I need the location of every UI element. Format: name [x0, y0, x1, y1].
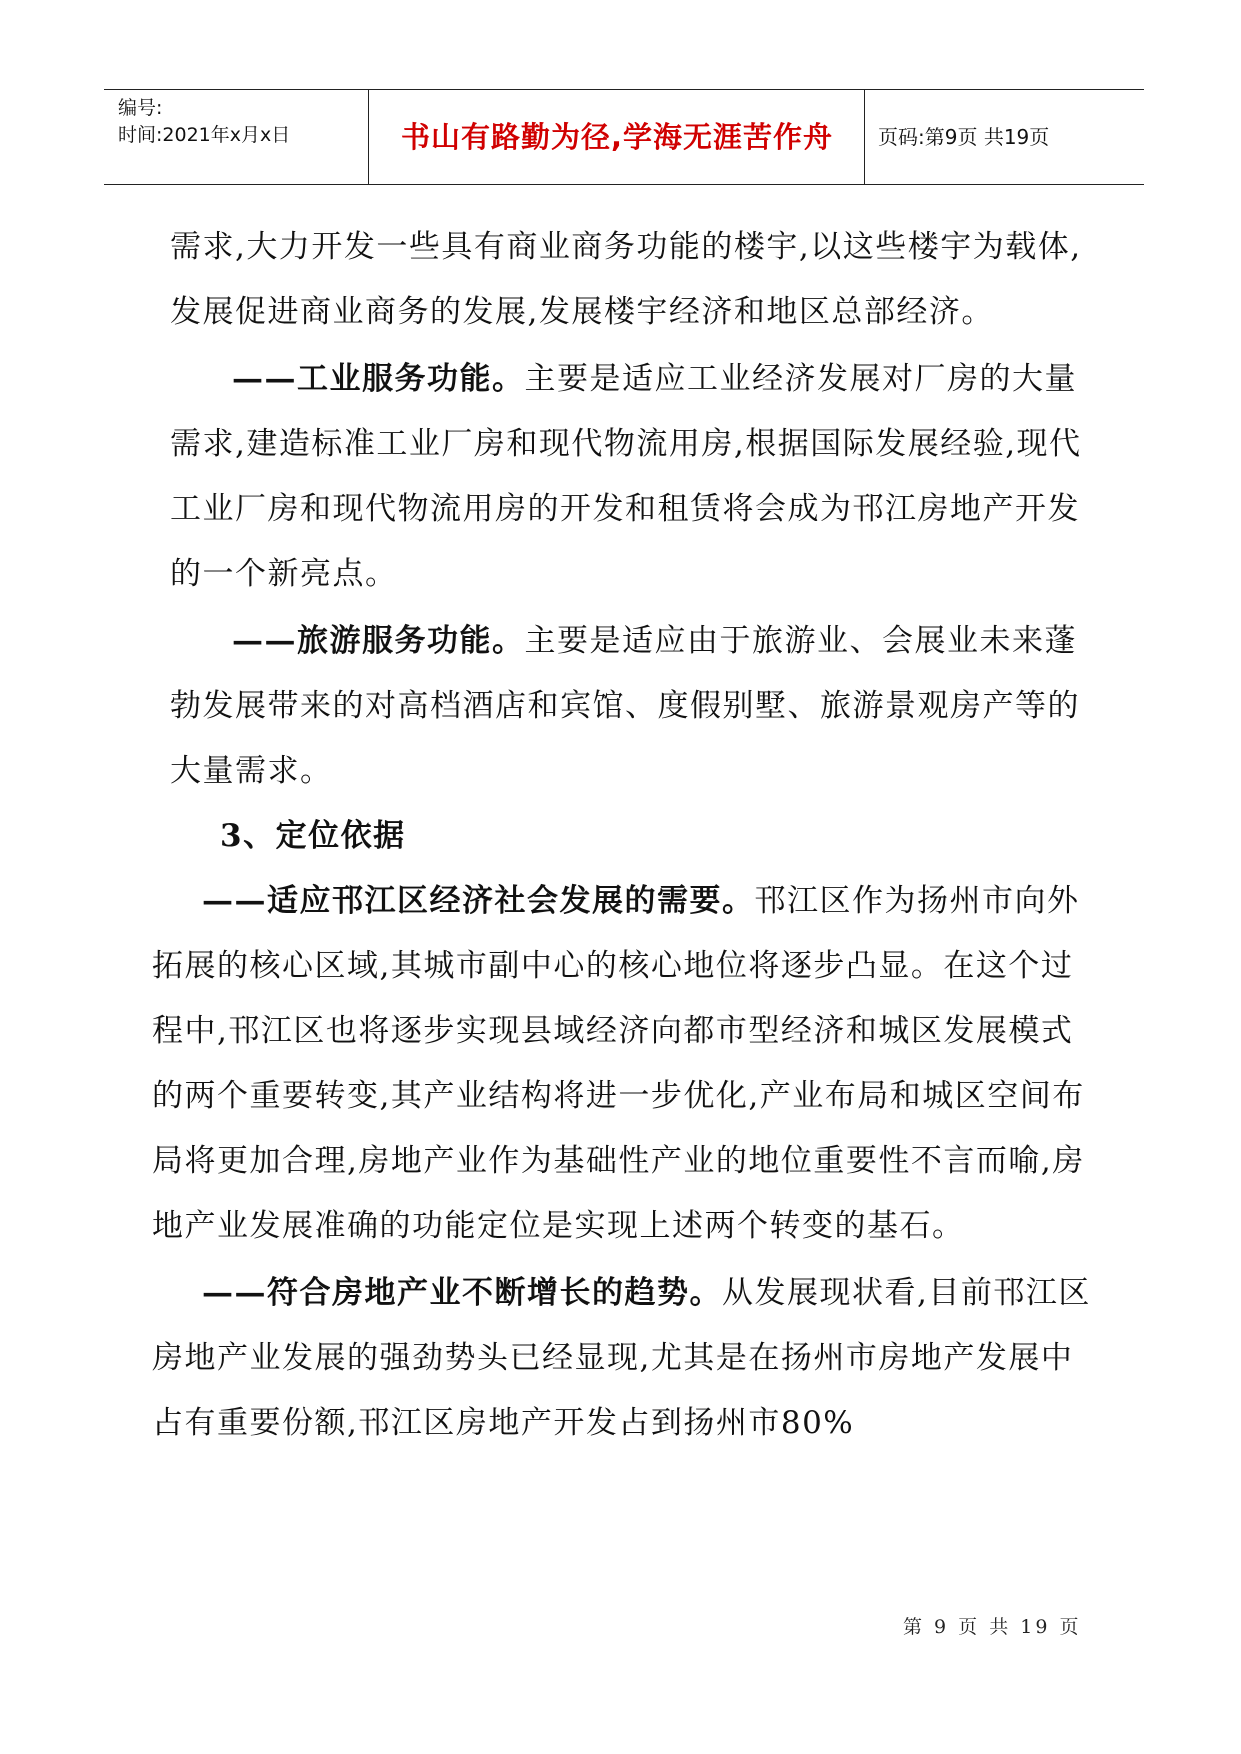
paragraph-economic-development	[152, 869, 1092, 1259]
paragraph-industrial-service	[170, 347, 1090, 607]
page-footer-number: 第 9 页 共 19 页	[903, 1616, 1082, 1638]
page-header	[104, 89, 1144, 185]
paragraph-tourism-service	[170, 609, 1090, 804]
paragraph-building-economy	[170, 215, 1090, 345]
document-body	[152, 215, 1091, 1456]
paragraph-text: 主要是适应由于旅游业、会展业未来蓬勃发展带来的对高档酒店和宾馆、度假别墅、旅游景观房产等的大量需求。	[170, 623, 1080, 789]
paragraph-text: 从发展现状看,目前邗江区房地产业发展的强劲势头已经显现,尤其是在扬州市房地产发展中占有重要份额,邗江区房地产开发占到扬州市80%	[152, 1275, 1091, 1441]
section-heading: 3、定位依据	[220, 818, 406, 854]
paragraph-text: 主要是适应工业经济发展对厂房的大量需求,建造标准工业厂房和现代物流用房,根据国际发展经验,现代工业厂房和现代物流用房的开发和租赁将会成为邗江房地产开发的一个新亮点。	[170, 361, 1082, 592]
header-page-info: 页码:第9页 共19页	[878, 125, 1050, 149]
paragraph-heading: ——符合房地产业不断增长的趋势。	[202, 1275, 722, 1311]
paragraph-text: 需求,大力开发一些具有商业商务功能的楼宇,以这些楼宇为载体,发展促进商业商务的发展,发展楼宇经济和地区总部经济。	[170, 229, 1082, 330]
paragraph-heading: ——适应邗江区经济社会发展的需要。	[202, 883, 755, 919]
paragraph-heading: ——工业服务功能。	[232, 361, 525, 397]
header-motto: 书山有路勤为径,学海无涯苦作舟	[370, 90, 865, 184]
paragraph-heading: ——旅游服务功能。	[232, 623, 525, 659]
document-time-label: 时间:2021年x月x日	[118, 124, 291, 146]
paragraph-growth-trend	[152, 1261, 1092, 1456]
header-meta-cell	[104, 90, 369, 184]
section-heading-positioning-basis	[170, 804, 1090, 869]
document-number-label: 编号:	[118, 97, 163, 119]
paragraph-text: 邗江区作为扬州市向外拓展的核心区域,其城市副中心的核心地位将逐步凸显。在这个过程中,邗江区也将逐步实现县域经济向都市型经济和城区发展模式的两个重要转变,其产业结构将进一步优化,产业布局和城区空间布局将更加合理,房地产业作为基础性产业的地位重要性不言而喻,房地产业发展准确的功能定位是实现上述两个转变的基石。	[152, 883, 1085, 1244]
